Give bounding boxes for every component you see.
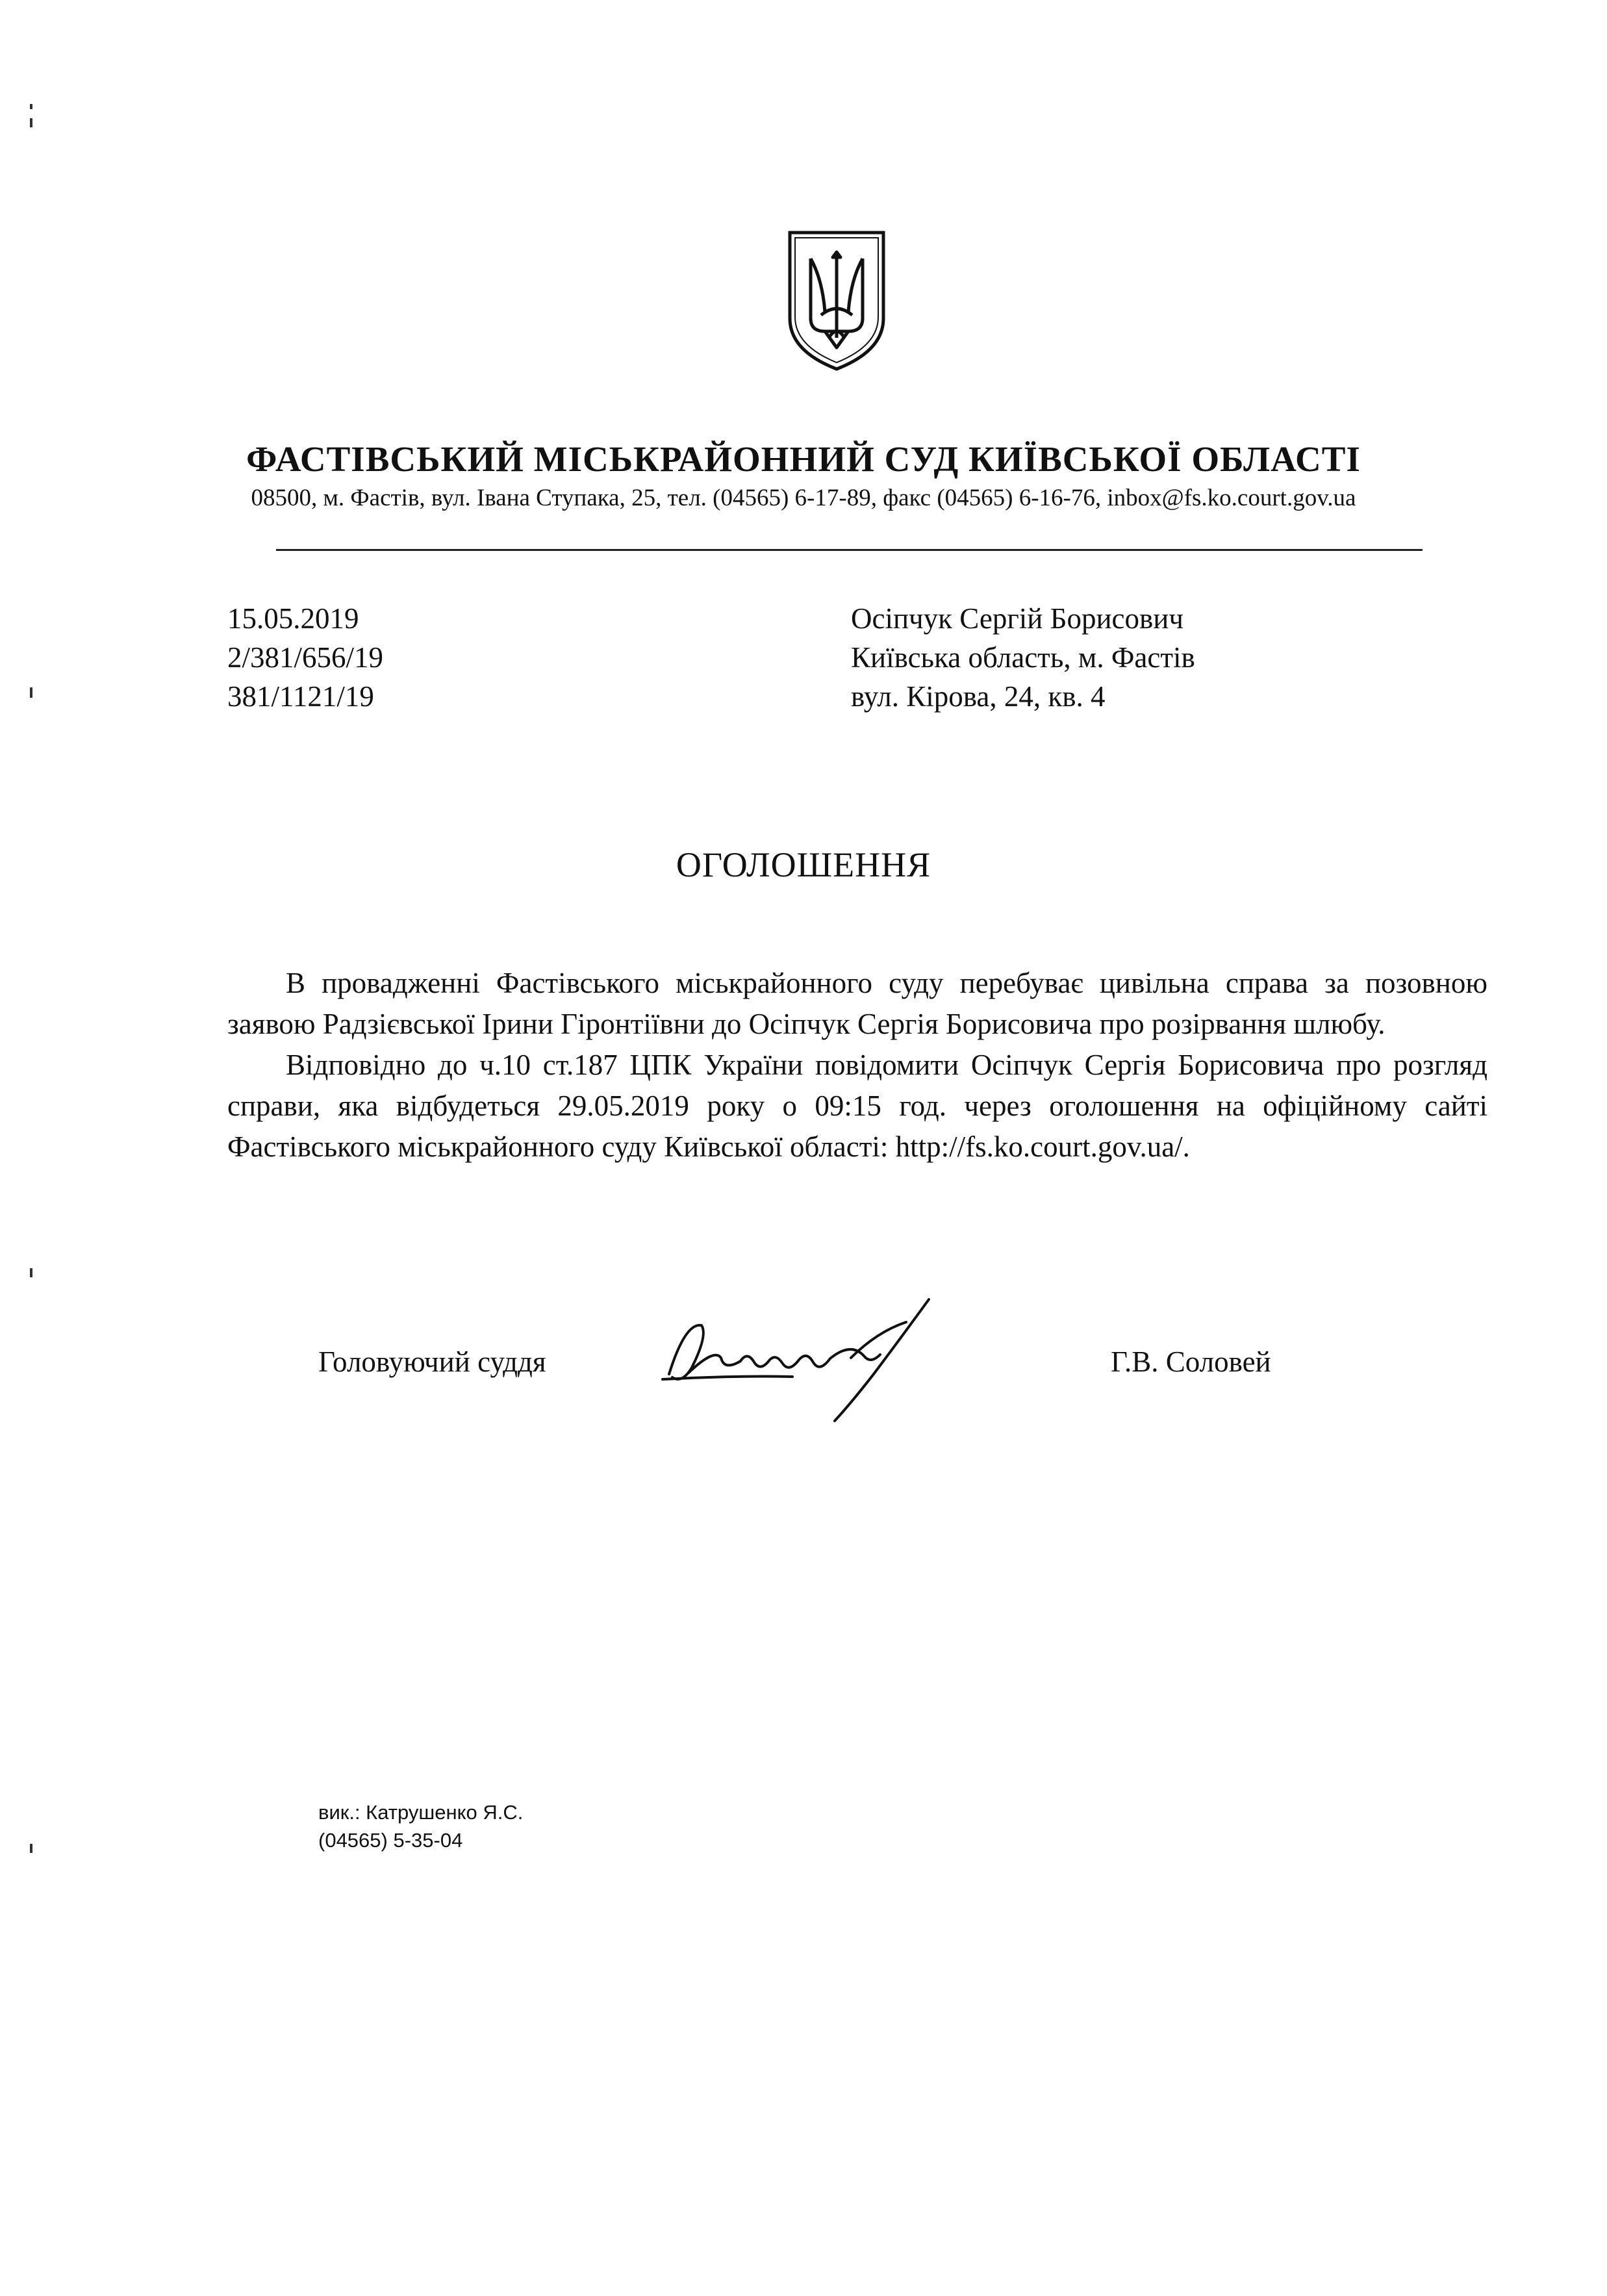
scan-mark [30,1844,32,1853]
signer-role: Головуючий суддя [318,1346,546,1378]
court-name: ФАСТІВСЬКИЙ МІСЬКРАЙОННИЙ СУД КИЇВСЬКОЇ ОБЛАСТІ [246,439,1361,479]
announcement-body [227,963,1487,1167]
executor-phone: (04565) 5-35-04 [318,1829,463,1852]
scan-mark [30,118,32,127]
body-paragraph: Відповідно до ч.10 ст.187 ЦПК України повідомити Осіпчук Сергія Борисовича про розгляд справи, яка відбудеться 29.05.2019 року о 09:15 год. через оголошення на офіційному сайті Фастівського міськрайонного суду Київської області: http://fs.ko.court.gov.ua/. [227,1049,1487,1163]
body-paragraph: В провадженні Фастівського міськрайонного суду перебуває цивільна справа за позовною заявою Радзієвської Ірини Гіронтіївни до Осіпчук Сергія Борисовича про розірвання шлюбу. [227,967,1487,1040]
scan-mark [30,1268,32,1277]
handwritten-signature [656,1296,955,1426]
case-number: 2/381/656/19 [227,641,384,674]
scan-mark [30,104,32,109]
trident-coat-of-arms-icon [785,227,889,374]
addressee-name: Осіпчук Сергій Борисович [851,602,1183,635]
executor-name: вик.: Катрушенко Я.С. [318,1801,524,1824]
header-divider [276,549,1423,551]
document-date: 15.05.2019 [227,602,359,635]
document-title: ОГОЛОШЕННЯ [676,845,931,884]
registration-number: 381/1121/19 [227,680,374,713]
executor-info [318,1798,523,1854]
signer-name: Г.В. Соловей [1111,1346,1271,1378]
addressee-street: вул. Кірова, 24, кв. 4 [851,680,1106,713]
scan-mark [30,687,32,698]
court-address: 08500, м. Фастів, вул. Івана Ступака, 25, тел. (04565) 6-17-89, факс (04565) 6-16-76, inbox@fs.ko.court.gov.ua [251,485,1356,511]
addressee-region: Київська область, м. Фастів [851,641,1195,674]
